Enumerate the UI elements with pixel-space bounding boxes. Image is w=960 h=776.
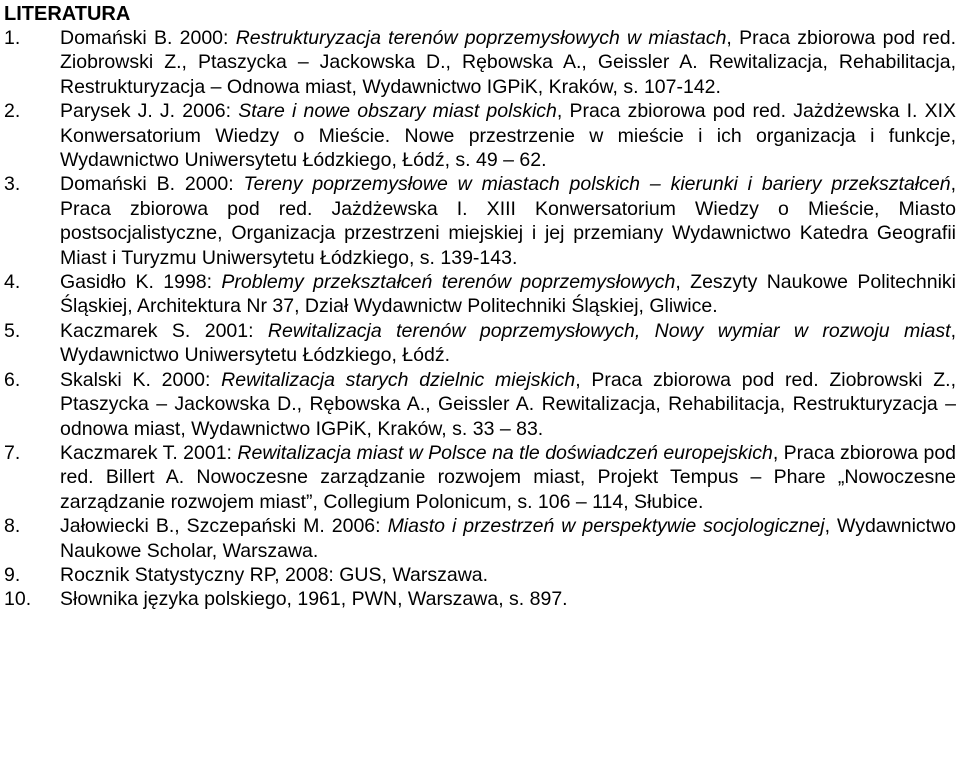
reference-segment: Domański B. 2000: [60, 27, 236, 49]
reference-item [4, 514, 956, 563]
reference-item [4, 563, 956, 587]
reference-text [60, 270, 956, 319]
page-title: LITERATURA [4, 3, 131, 25]
reference-title: Miasto i przestrzeń w perspektywie socjologicznej [387, 515, 825, 538]
reference-number: 4. [4, 271, 21, 294]
reference-item [4, 172, 956, 270]
reference-segment: Słownika języka polskiego, 1961, PWN, Warszawa, s. 897. [60, 588, 568, 611]
reference-item [4, 368, 956, 441]
reference-segment: Skalski K. 2000: [60, 368, 222, 391]
reference-item [4, 319, 956, 368]
reference-item [4, 441, 956, 514]
reference-number: 2. [4, 100, 21, 123]
reference-segment: Rocznik Statystyczny RP, 2008: GUS, Warszawa. [60, 563, 489, 586]
reference-title: Rewitalizacja miast w Polsce na tle doświadczeń europejskich [237, 441, 773, 464]
reference-segment: , Wydawnictwo Naukowe Scholar, Warszawa. [60, 515, 956, 562]
reference-segment: , Praca zbiorowa pod red. Billert A. Nowoczesne zarządzanie rozwojem miast, Projekt Tempus – Phare „Nowoczesne zarządzanie rozwojem miast”, Collegium Polonicum, s. 106 – 114, Słubice. [60, 441, 957, 513]
reference-text [60, 172, 956, 270]
reference-text [60, 26, 956, 99]
reference-number: 10. [4, 588, 32, 611]
reference-segment: , Praca zbiorowa pod red. Ziobrowski Z., Ptaszycka – Jackowska D., Rębowska A., Geissler A. Rewitalizacja, Rehabilitacja, Restrukturyzacja – Odnowa miast, Wydawnictwo IGPiK, Kraków, s. 107-142. [60, 27, 956, 98]
reference-segment: , Wydawnictwo Uniwersytetu Łódzkiego, Łódź. [60, 319, 956, 367]
reference-number: 5. [4, 319, 21, 342]
reference-number: 7. [4, 441, 21, 464]
reference-title: Problemy przekształceń terenów poprzemysłowych [221, 271, 676, 294]
reference-item [4, 587, 956, 611]
reference-segment: Kaczmarek S. 2001: [60, 319, 268, 342]
reference-title: Tereny poprzemysłowe w miastach polskich – kierunki i bariery przekształceń [243, 173, 951, 196]
reference-text [60, 514, 956, 563]
reference-number: 1. [4, 27, 21, 49]
reference-segment: , Praca zbiorowa pod red. Ziobrowski Z., Ptaszycka – Jackowska D., Rębowska A., Geissler A. Rewitalizacja, Rehabilitacja, Restrukturyzacja – odnowa miast, Wydawnictwo IGPiK, Kraków, s. 33 – 83. [60, 368, 956, 440]
reference-segment: Domański B. 2000: [60, 173, 244, 196]
reference-text [60, 563, 956, 587]
reference-text [60, 441, 956, 514]
reference-segment: , Praca zbiorowa pod red. Jażdżewska I. XIII Konwersatorium Wiedzy o Mieście, Miasto postsocjalistyczne, Organizacja przestrzeni miejskiej i jej przemiany Wydawnictwo Katedra Geografii Miast i Turyzmu Uniwersytetu Łódzkiego, s. 139-143. [60, 173, 956, 269]
reference-segment: Kaczmarek T. 2001: [60, 441, 238, 464]
reference-item [4, 26, 956, 99]
reference-segment: Parysek J. J. 2006: [60, 100, 239, 123]
reference-number: 6. [4, 368, 21, 391]
reference-text [60, 587, 956, 611]
reference-text [60, 99, 956, 172]
reference-segment: , Zeszyty Naukowe Politechniki Śląskiej, Architektura Nr 37, Dział Wydawnictw Politechniki Śląskiej, Gliwice. [60, 271, 956, 318]
reference-number: 9. [4, 563, 21, 586]
reference-segment: Gasidło K. 1998: [60, 271, 222, 294]
reference-number: 8. [4, 515, 21, 538]
reference-item [4, 99, 956, 172]
reference-text [60, 368, 956, 441]
document-page [0, 2, 960, 612]
reference-segment: Jałowiecki B., Szczepański M. 2006: [60, 515, 388, 538]
reference-number: 3. [4, 173, 21, 196]
reference-text [60, 319, 956, 368]
reference-title: Restrukturyzacja terenów poprzemysłowych w miastach [235, 27, 727, 49]
reference-title: Stare i nowe obszary miast polskich [238, 100, 557, 123]
reference-list [4, 26, 956, 612]
reference-title: Rewitalizacja starych dzielnic miejskich [221, 368, 576, 391]
reference-title: Rewitalizacja terenów poprzemysłowych, Nowy wymiar w rozwoju miast [267, 319, 951, 342]
reference-segment: , Praca zbiorowa pod red. Jażdżewska I. XIX Konwersatorium Wiedzy o Mieście. Nowe przestrzenie w mieście i ich organizacja i funkcje, Wydawnictwo Uniwersytetu Łódzkiego, Łódź, s. 49 – 62. [60, 100, 957, 172]
reference-item [4, 270, 956, 319]
